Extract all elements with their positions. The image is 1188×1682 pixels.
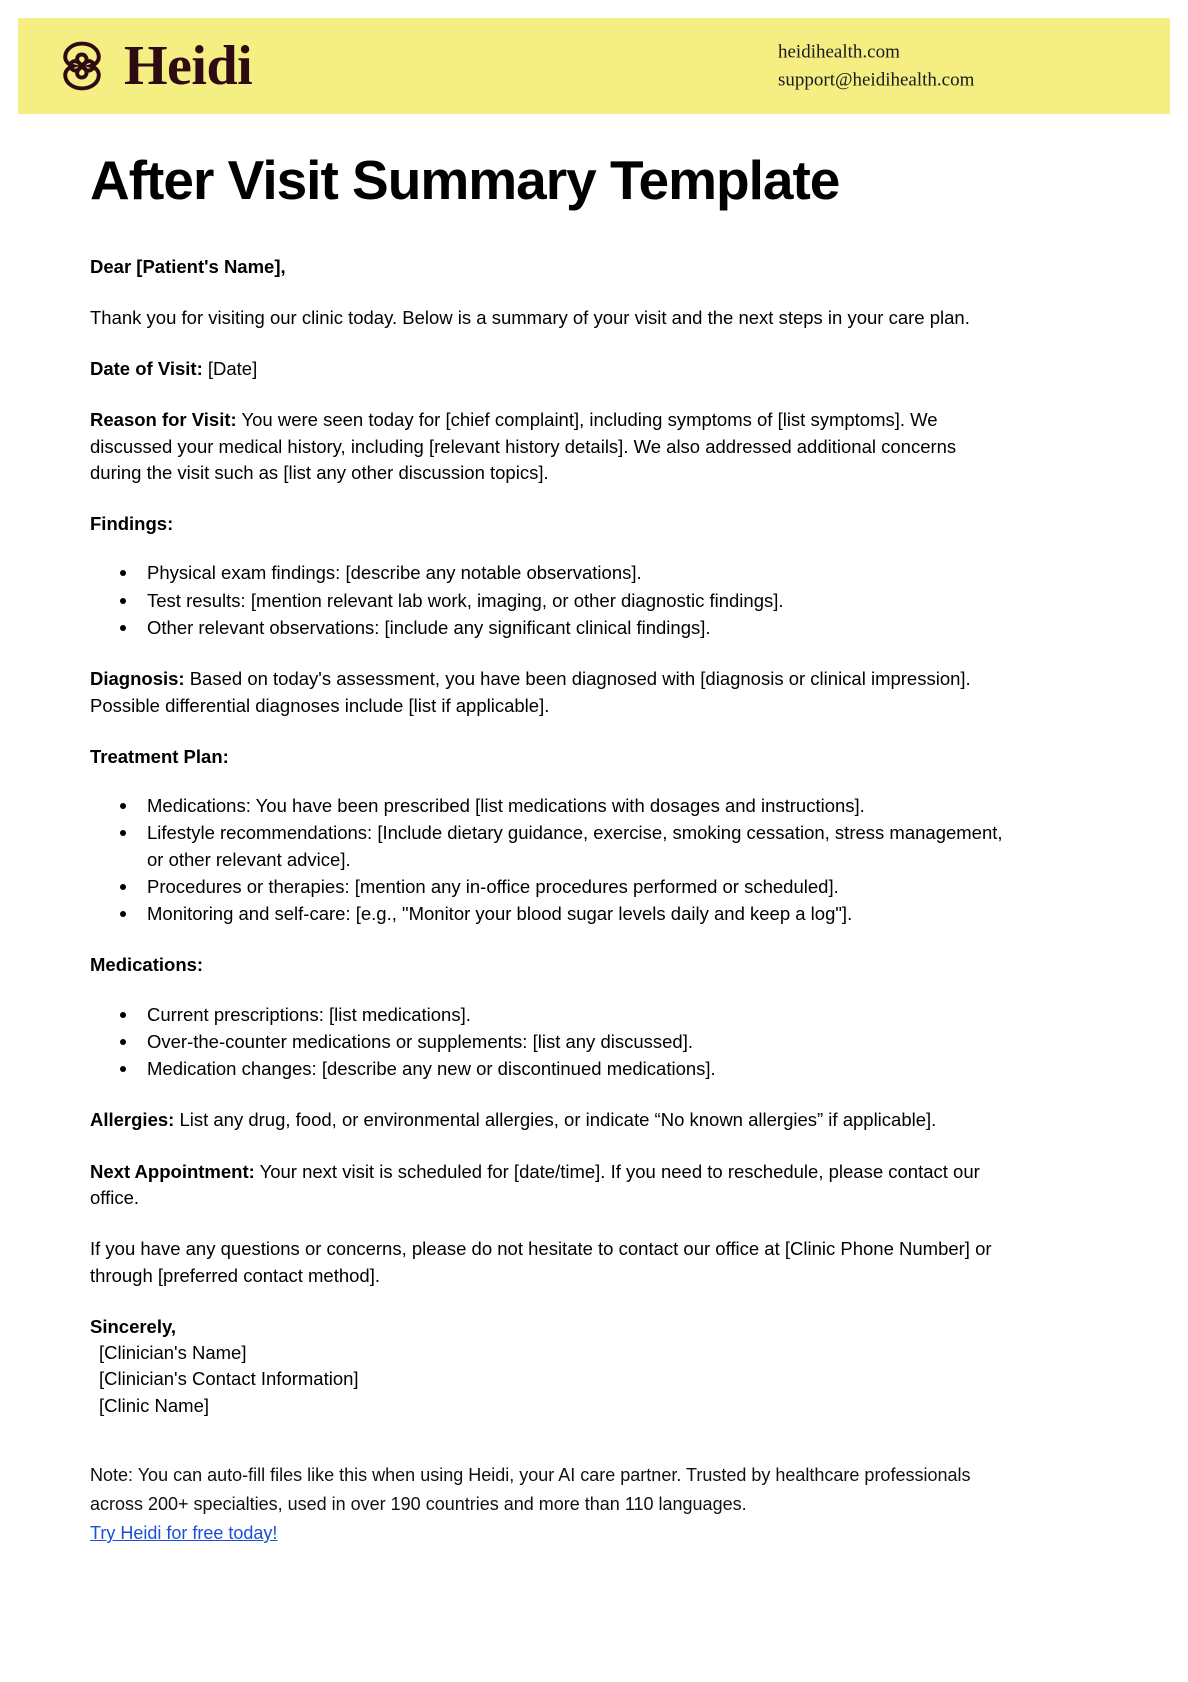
list-item: Procedures or therapies: [mention any in-office procedures performed or scheduled]. xyxy=(147,874,1010,900)
medications-heading xyxy=(90,952,1010,978)
allergies-label: Allergies: xyxy=(90,1109,175,1131)
list-item: Current prescriptions: [list medications]. xyxy=(147,1002,1010,1028)
findings-heading xyxy=(90,511,1010,537)
brand-website: heidihealth.com xyxy=(778,41,900,63)
list-item: Lifestyle recommendations: [Include dietary guidance, exercise, smoking cessation, stress management, or other relevant advice]. xyxy=(147,820,1010,873)
footer-note xyxy=(90,1461,1010,1548)
signature-clinic-name: [Clinic Name] xyxy=(99,1394,209,1416)
findings-list xyxy=(90,560,1010,641)
treatment-plan-heading xyxy=(90,744,1010,770)
date-of-visit-label: Date of Visit: xyxy=(90,358,203,380)
findings-heading-text: Findings: xyxy=(90,513,174,535)
diagnosis-label: Diagnosis: xyxy=(90,668,185,690)
medications-list xyxy=(90,1002,1010,1083)
signature-clinician-name: [Clinician's Name] xyxy=(99,1342,247,1364)
reason-for-visit-paragraph xyxy=(90,407,1010,486)
footer-note-text: Note: You can auto-fill files like this when using Heidi, your AI care partner. Trusted by healthcare professionals across 200+ specialties, used in over 190 countries and more than 110 languages. xyxy=(90,1464,971,1514)
intro-paragraph: Thank you for visiting our clinic today. Below is a summary of your visit and the next steps in your care plan. xyxy=(90,306,970,328)
next-appointment-label: Next Appointment: xyxy=(90,1160,255,1182)
list-item: Test results: [mention relevant lab work, imaging, or other diagnostic findings]. xyxy=(147,588,1010,614)
next-appointment-text: Your next visit is scheduled for [date/time]. If you need to reschedule, please contact our office. xyxy=(90,1160,980,1208)
list-item: Monitoring and self-care: [e.g., "Monitor your blood sugar levels daily and keep a log"]. xyxy=(147,901,1010,927)
list-item: Medications: You have been prescribed [list medications with dosages and instructions]. xyxy=(147,793,1010,819)
treatment-plan-list xyxy=(90,793,1010,927)
date-of-visit-line xyxy=(90,356,1010,382)
salutation-text: Dear [Patient's Name], xyxy=(90,255,286,277)
next-appointment-paragraph xyxy=(90,1159,1010,1212)
list-item: Physical exam findings: [describe any notable observations]. xyxy=(147,560,1010,586)
medications-heading-text: Medications: xyxy=(90,954,204,976)
signature-block xyxy=(90,1314,1010,1419)
closing-contact-paragraph: If you have any questions or concerns, please do not hesitate to contact our office at [Clinic Phone Number] or through [preferred contact method]. xyxy=(90,1238,992,1286)
try-heidi-free-link[interactable]: Try Heidi for free today! xyxy=(90,1523,278,1544)
list-item: Over-the-counter medications or supplements: [list any discussed]. xyxy=(147,1029,1010,1055)
reason-for-visit-text: You were seen today for [chief complaint], including symptoms of [list symptoms]. We discussed your medical history, including [relevant history details]. We also addressed additional concerns during the visit such as [list any other discussion topics]. xyxy=(90,409,957,483)
signature-clinician-contact: [Clinician's Contact Information] xyxy=(99,1368,359,1390)
brand-support-email: support@heidihealth.com xyxy=(778,69,975,90)
quatrefoil-clover-icon xyxy=(54,38,110,94)
brand-header-band xyxy=(18,18,1170,114)
list-item: Medication changes: [describe any new or discontinued medications]. xyxy=(147,1056,1010,1082)
diagnosis-paragraph xyxy=(90,666,1010,719)
reason-for-visit-label: Reason for Visit: xyxy=(90,409,237,431)
diagnosis-text: Based on today's assessment, you have been diagnosed with [diagnosis or clinical impression]. Possible differential diagnoses include [list if applicable]. xyxy=(90,668,971,716)
header-contact-block xyxy=(778,38,974,93)
document-body xyxy=(90,150,1010,1548)
salutation xyxy=(90,254,1010,280)
allergies-text: List any drug, food, or environmental allergies, or indicate “No known allergies” if applicable]. xyxy=(174,1109,937,1131)
list-item: Other relevant observations: [include any significant clinical findings]. xyxy=(147,615,1010,641)
page-title: After Visit Summary Template xyxy=(90,149,840,211)
sign-off: Sincerely, xyxy=(90,1315,177,1337)
treatment-plan-heading-text: Treatment Plan: xyxy=(90,745,229,767)
brand-name: Heidi xyxy=(124,35,253,97)
allergies-paragraph xyxy=(90,1107,1010,1133)
date-of-visit-value: [Date] xyxy=(202,358,258,380)
brand-lockup xyxy=(54,35,253,97)
